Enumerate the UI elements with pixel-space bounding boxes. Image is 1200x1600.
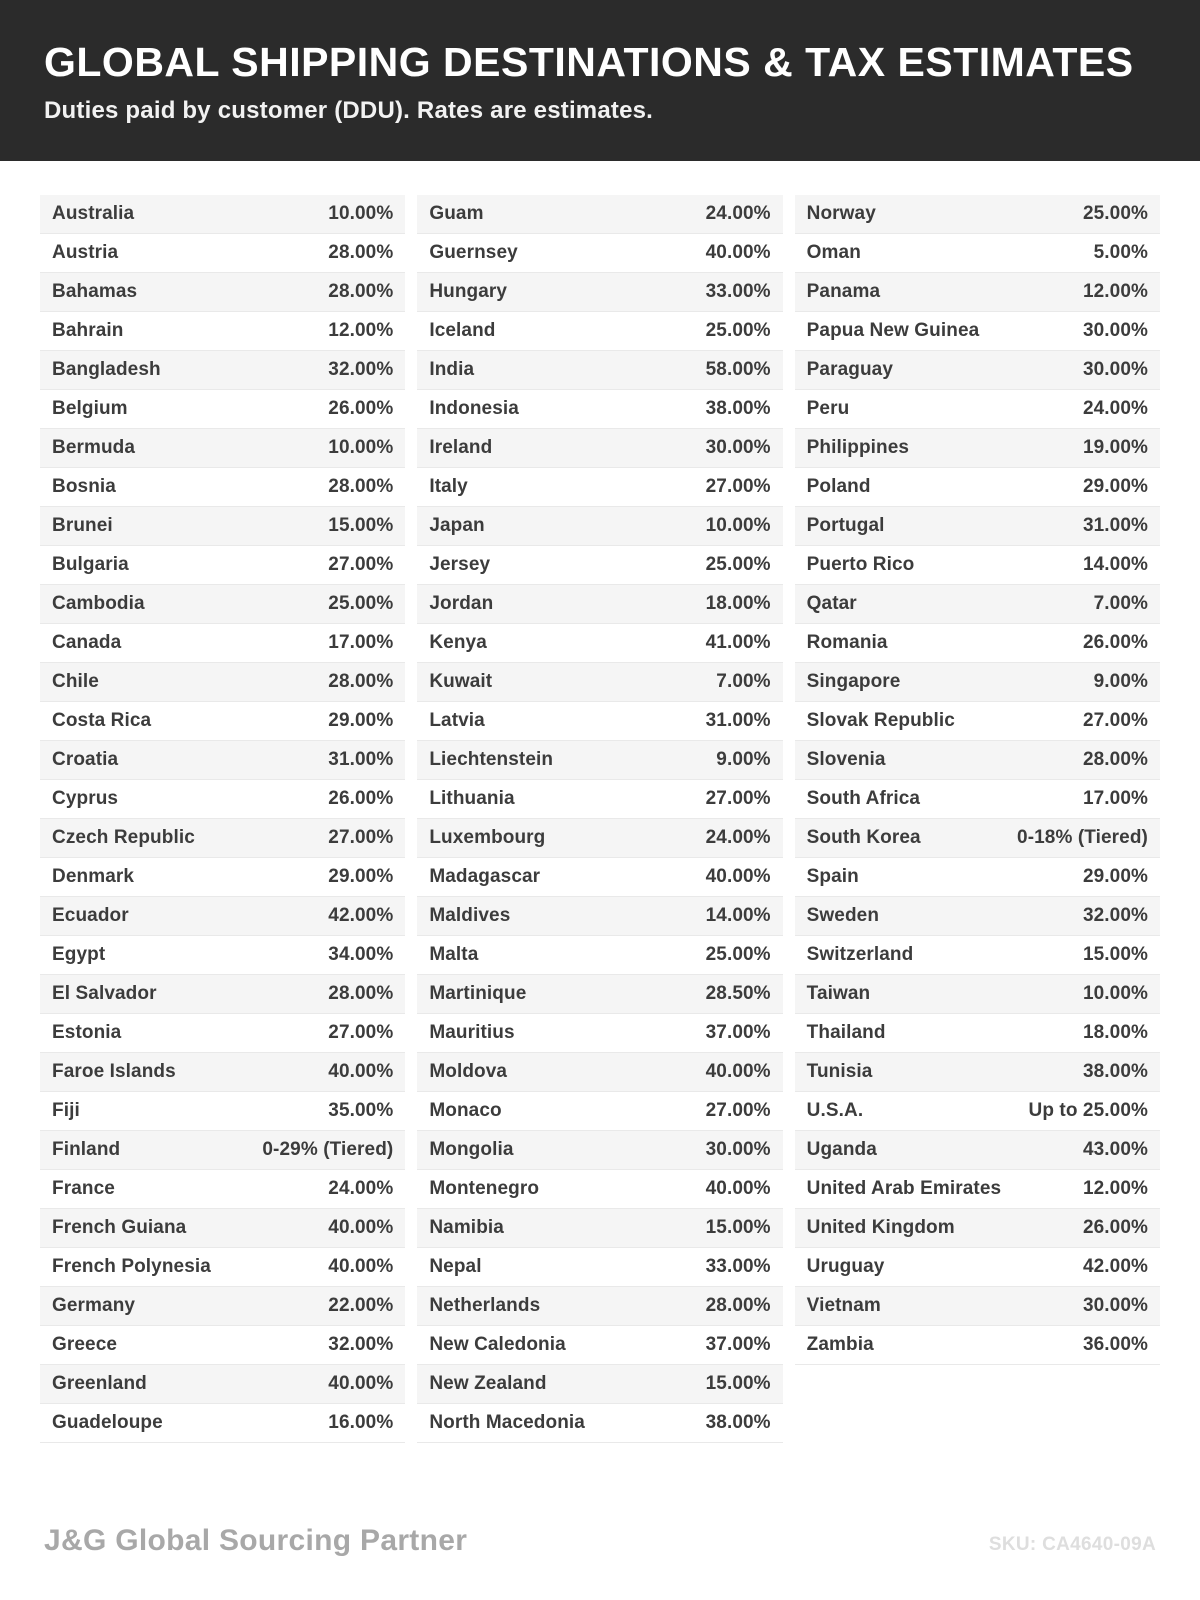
rate-row: [40, 819, 405, 858]
rate-row: [795, 1014, 1160, 1053]
rate-row: [40, 1131, 405, 1170]
country-name: Martinique: [429, 983, 527, 1005]
rate-row: [40, 897, 405, 936]
country-name: Portugal: [806, 515, 885, 537]
rate-value: 41.00%: [705, 632, 771, 654]
rate-row: [795, 1053, 1160, 1092]
country-name: Taiwan: [806, 983, 871, 1005]
rate-row: [417, 195, 782, 234]
rate-row: [40, 975, 405, 1014]
rate-row: [40, 195, 405, 234]
rate-row: [795, 780, 1160, 819]
rates-column: [417, 195, 782, 1443]
rate-value: 36.00%: [1082, 1334, 1148, 1356]
rate-row: [417, 819, 782, 858]
country-name: Mauritius: [429, 1022, 515, 1044]
country-name: Australia: [52, 203, 135, 225]
rate-value: 22.00%: [328, 1295, 394, 1317]
rate-value: 25.00%: [328, 593, 394, 615]
country-name: Lithuania: [429, 788, 515, 810]
rate-row: [795, 312, 1160, 351]
rate-value: 28.00%: [705, 1295, 771, 1317]
country-name: Uganda: [806, 1139, 877, 1161]
country-name: Nepal: [429, 1256, 482, 1278]
country-name: India: [429, 359, 475, 381]
rate-value: 42.00%: [328, 905, 394, 927]
country-name: Guernsey: [429, 242, 518, 264]
country-name: Czech Republic: [52, 827, 195, 849]
page-title: GLOBAL SHIPPING DESTINATIONS & TAX ESTIMATES: [44, 39, 1134, 85]
rate-row: [795, 273, 1160, 312]
rate-row: [795, 1326, 1160, 1365]
country-name: Thailand: [806, 1022, 886, 1044]
rate-value: 29.00%: [1082, 476, 1148, 498]
rate-value: 15.00%: [1082, 944, 1148, 966]
rate-row: [417, 273, 782, 312]
rate-value: 32.00%: [1082, 905, 1148, 927]
rate-value: 27.00%: [328, 1022, 394, 1044]
rate-value: 10.00%: [328, 203, 394, 225]
rate-value: 24.00%: [328, 1178, 394, 1200]
rate-row: [40, 1365, 405, 1404]
rate-value: 32.00%: [328, 1334, 394, 1356]
rate-row: [40, 1326, 405, 1365]
rate-row: [40, 1092, 405, 1131]
country-name: Kenya: [429, 632, 487, 654]
rate-value: 18.00%: [1082, 1022, 1148, 1044]
country-name: Philippines: [806, 437, 910, 459]
rate-row: [795, 429, 1160, 468]
country-name: Maldives: [429, 905, 511, 927]
rate-value: 15.00%: [705, 1373, 771, 1395]
rate-row: [417, 1326, 782, 1365]
brand-name: J&G Global Sourcing Partner: [44, 1524, 468, 1557]
rate-value: 38.00%: [1082, 1061, 1148, 1083]
rate-row: [417, 1209, 782, 1248]
rate-value: 10.00%: [705, 515, 771, 537]
rate-row: [417, 975, 782, 1014]
country-name: Guam: [429, 203, 484, 225]
country-name: Mongolia: [429, 1139, 514, 1161]
rate-value: 28.00%: [328, 476, 394, 498]
country-name: Bermuda: [52, 437, 136, 459]
country-name: El Salvador: [52, 983, 157, 1005]
country-name: Estonia: [52, 1022, 122, 1044]
rate-row: [417, 1248, 782, 1287]
rate-value: 19.00%: [1082, 437, 1148, 459]
rate-row: [40, 741, 405, 780]
rate-row: [795, 663, 1160, 702]
country-name: Bangladesh: [52, 359, 161, 381]
rate-value: 28.00%: [328, 983, 394, 1005]
rate-row: [417, 1131, 782, 1170]
country-name: Oman: [806, 242, 861, 264]
rate-value: 14.00%: [705, 905, 771, 927]
rate-row: [795, 546, 1160, 585]
footer: [44, 1524, 1156, 1558]
rate-row: [795, 390, 1160, 429]
rates-column: [795, 195, 1160, 1443]
rate-row: [40, 1053, 405, 1092]
rate-value: 25.00%: [705, 320, 771, 342]
country-name: Bahrain: [52, 320, 124, 342]
rate-value: 27.00%: [328, 554, 394, 576]
rate-value: 9.00%: [1093, 671, 1148, 693]
rate-row: [417, 936, 782, 975]
rate-row: [417, 390, 782, 429]
country-name: Tunisia: [806, 1061, 873, 1083]
country-name: Poland: [806, 476, 871, 498]
rate-value: 33.00%: [705, 1256, 771, 1278]
country-name: Cyprus: [52, 788, 119, 810]
rate-value: 30.00%: [705, 437, 771, 459]
rate-row: [40, 234, 405, 273]
country-name: Paraguay: [806, 359, 894, 381]
country-name: Monaco: [429, 1100, 502, 1122]
rate-row: [417, 312, 782, 351]
rate-value: 28.00%: [1082, 749, 1148, 771]
country-name: Belgium: [52, 398, 128, 420]
rate-row: [795, 936, 1160, 975]
rate-value: 28.00%: [328, 671, 394, 693]
rate-row: [40, 1248, 405, 1287]
country-name: Iceland: [429, 320, 496, 342]
rate-row: [795, 234, 1160, 273]
country-name: Cambodia: [52, 593, 145, 615]
rate-value: 37.00%: [705, 1334, 771, 1356]
rate-value: 17.00%: [1082, 788, 1148, 810]
country-name: Denmark: [52, 866, 135, 888]
country-name: Zambia: [806, 1334, 874, 1356]
rate-row: [795, 195, 1160, 234]
country-name: New Caledonia: [429, 1334, 566, 1356]
country-name: Uruguay: [806, 1256, 885, 1278]
rate-row: [795, 741, 1160, 780]
rate-value: 43.00%: [1082, 1139, 1148, 1161]
rate-value: 0-29% (Tiered): [262, 1139, 394, 1161]
country-name: Madagascar: [429, 866, 541, 888]
country-name: Vietnam: [806, 1295, 881, 1317]
country-name: Chile: [52, 671, 99, 693]
rate-value: 7.00%: [716, 671, 771, 693]
country-name: Slovak Republic: [806, 710, 955, 732]
country-name: Sweden: [806, 905, 880, 927]
country-name: Montenegro: [429, 1178, 540, 1200]
country-name: Moldova: [429, 1061, 508, 1083]
rate-value: 35.00%: [328, 1100, 394, 1122]
rate-value: 10.00%: [1082, 983, 1148, 1005]
rate-row: [40, 858, 405, 897]
rate-row: [417, 897, 782, 936]
rate-value: 40.00%: [328, 1256, 394, 1278]
rate-value: 28.00%: [328, 242, 394, 264]
rate-row: [795, 1092, 1160, 1131]
country-name: Bulgaria: [52, 554, 129, 576]
rate-row: [40, 546, 405, 585]
rate-value: 15.00%: [705, 1217, 771, 1239]
country-name: Japan: [429, 515, 485, 537]
country-name: Bosnia: [52, 476, 116, 498]
rate-row: [417, 663, 782, 702]
rate-value: 28.50%: [705, 983, 771, 1005]
rate-value: 25.00%: [705, 944, 771, 966]
rates-column: [40, 195, 405, 1443]
rate-row: [40, 429, 405, 468]
country-name: French Polynesia: [52, 1256, 211, 1278]
rate-row: [417, 1053, 782, 1092]
rate-row: [417, 1092, 782, 1131]
country-name: Finland: [52, 1139, 121, 1161]
rate-value: 12.00%: [328, 320, 394, 342]
country-name: United Arab Emirates: [806, 1178, 1002, 1200]
rate-row: [40, 702, 405, 741]
country-name: Italy: [429, 476, 468, 498]
country-name: Bahamas: [52, 281, 138, 303]
rate-value: 26.00%: [1082, 632, 1148, 654]
header-banner: [0, 0, 1200, 161]
country-name: Slovenia: [806, 749, 886, 771]
country-name: U.S.A.: [806, 1100, 864, 1122]
country-name: Qatar: [806, 593, 857, 615]
country-name: Germany: [52, 1295, 136, 1317]
rate-row: [417, 429, 782, 468]
rate-row: [40, 1170, 405, 1209]
rate-row: [417, 234, 782, 273]
sku-label: SKU: CA4640-09A: [988, 1534, 1156, 1555]
country-name: Romania: [806, 632, 888, 654]
rate-value: 24.00%: [705, 827, 771, 849]
country-name: South Korea: [806, 827, 921, 849]
rate-value: 25.00%: [1082, 203, 1148, 225]
rate-value: 24.00%: [705, 203, 771, 225]
rate-value: 7.00%: [1093, 593, 1148, 615]
rate-value: 27.00%: [705, 476, 771, 498]
rate-row: [417, 1287, 782, 1326]
country-name: Hungary: [429, 281, 508, 303]
rate-value: 37.00%: [705, 1022, 771, 1044]
country-name: Canada: [52, 632, 122, 654]
rate-value: 40.00%: [328, 1061, 394, 1083]
country-name: Papua New Guinea: [806, 320, 980, 342]
rate-value: 28.00%: [328, 281, 394, 303]
rate-row: [795, 351, 1160, 390]
country-name: Switzerland: [806, 944, 914, 966]
rate-value: 29.00%: [1082, 866, 1148, 888]
rate-value: 38.00%: [705, 1412, 771, 1434]
rate-row: [795, 507, 1160, 546]
rate-value: 0-18% (Tiered): [1017, 827, 1148, 849]
country-name: New Zealand: [429, 1373, 547, 1395]
country-name: North Macedonia: [429, 1412, 585, 1434]
rate-row: [40, 1209, 405, 1248]
country-name: Costa Rica: [52, 710, 152, 732]
country-name: Netherlands: [429, 1295, 541, 1317]
country-name: France: [52, 1178, 115, 1200]
country-name: Fiji: [52, 1100, 80, 1122]
rate-value: 31.00%: [1082, 515, 1148, 537]
rate-row: [417, 468, 782, 507]
rate-row: [417, 741, 782, 780]
rate-row: [40, 507, 405, 546]
rate-row: [40, 1014, 405, 1053]
country-name: Faroe Islands: [52, 1061, 176, 1083]
rate-row: [40, 390, 405, 429]
rate-value: 31.00%: [705, 710, 771, 732]
rate-value: 15.00%: [328, 515, 394, 537]
country-name: Greenland: [52, 1373, 147, 1395]
rate-row: [40, 663, 405, 702]
rate-row: [40, 936, 405, 975]
rate-value: 16.00%: [328, 1412, 394, 1434]
rate-row: [417, 1170, 782, 1209]
rate-value: 26.00%: [328, 398, 394, 420]
country-name: Liechtenstein: [429, 749, 554, 771]
rate-value: 27.00%: [1082, 710, 1148, 732]
rate-value: 30.00%: [1082, 359, 1148, 381]
rate-row: [40, 585, 405, 624]
country-name: Brunei: [52, 515, 113, 537]
rate-value: 29.00%: [328, 866, 394, 888]
rate-row: [417, 702, 782, 741]
rate-value: 17.00%: [328, 632, 394, 654]
rate-row: [40, 780, 405, 819]
rate-value: 27.00%: [705, 1100, 771, 1122]
page-subtitle: Duties paid by customer (DDU). Rates are estimates.: [44, 97, 654, 125]
rate-row: [417, 1404, 782, 1443]
country-name: Puerto Rico: [806, 554, 915, 576]
rate-value: 27.00%: [328, 827, 394, 849]
rate-row: [795, 585, 1160, 624]
rate-row: [40, 1404, 405, 1443]
rate-row: [40, 1287, 405, 1326]
rate-row: [795, 1170, 1160, 1209]
rate-value: 9.00%: [716, 749, 771, 771]
rate-row: [795, 1131, 1160, 1170]
rate-value: 38.00%: [705, 398, 771, 420]
rate-value: 58.00%: [705, 359, 771, 381]
rate-row: [795, 468, 1160, 507]
country-name: Namibia: [429, 1217, 504, 1239]
rate-value: 40.00%: [705, 242, 771, 264]
country-name: Kuwait: [429, 671, 493, 693]
rate-value: 33.00%: [705, 281, 771, 303]
rate-value: 32.00%: [328, 359, 394, 381]
country-name: Indonesia: [429, 398, 519, 420]
country-name: South Africa: [806, 788, 921, 810]
rate-row: [40, 273, 405, 312]
country-name: Ecuador: [52, 905, 129, 927]
country-name: Ireland: [429, 437, 493, 459]
country-name: Singapore: [806, 671, 901, 693]
rate-value: 5.00%: [1093, 242, 1148, 264]
rate-value: 24.00%: [1082, 398, 1148, 420]
country-name: Peru: [806, 398, 850, 420]
rate-row: [795, 702, 1160, 741]
rate-value: 30.00%: [1082, 1295, 1148, 1317]
rate-row: [417, 507, 782, 546]
rate-row: [40, 468, 405, 507]
rate-value: 14.00%: [1082, 554, 1148, 576]
rate-value: Up to 25.00%: [1028, 1100, 1148, 1122]
country-name: Luxembourg: [429, 827, 546, 849]
rate-value: 26.00%: [328, 788, 394, 810]
country-name: Spain: [806, 866, 859, 888]
country-name: Malta: [429, 944, 479, 966]
rate-value: 31.00%: [328, 749, 394, 771]
rate-value: 40.00%: [705, 1178, 771, 1200]
rate-value: 30.00%: [705, 1139, 771, 1161]
rate-value: 29.00%: [328, 710, 394, 732]
country-name: French Guiana: [52, 1217, 187, 1239]
rate-row: [795, 1248, 1160, 1287]
rate-row: [795, 819, 1160, 858]
country-name: Guadeloupe: [52, 1412, 163, 1434]
rate-row: [795, 975, 1160, 1014]
rate-row: [40, 624, 405, 663]
rate-row: [40, 312, 405, 351]
rate-value: 34.00%: [328, 944, 394, 966]
rate-row: [40, 351, 405, 390]
rate-row: [795, 858, 1160, 897]
rate-row: [795, 624, 1160, 663]
country-name: Norway: [806, 203, 876, 225]
rate-value: 40.00%: [328, 1373, 394, 1395]
rate-value: 18.00%: [705, 593, 771, 615]
rate-value: 40.00%: [705, 866, 771, 888]
rate-value: 26.00%: [1082, 1217, 1148, 1239]
rate-value: 42.00%: [1082, 1256, 1148, 1278]
country-name: Greece: [52, 1334, 118, 1356]
rate-row: [795, 1287, 1160, 1326]
country-name: Egypt: [52, 944, 106, 966]
rate-value: 12.00%: [1082, 281, 1148, 303]
rate-value: 27.00%: [705, 788, 771, 810]
rate-value: 40.00%: [705, 1061, 771, 1083]
rate-row: [417, 351, 782, 390]
rate-row: [417, 1014, 782, 1053]
country-name: United Kingdom: [806, 1217, 955, 1239]
rate-row: [417, 624, 782, 663]
rate-value: 30.00%: [1082, 320, 1148, 342]
country-name: Jordan: [429, 593, 494, 615]
country-name: Jersey: [429, 554, 491, 576]
country-name: Panama: [806, 281, 881, 303]
rate-row: [795, 897, 1160, 936]
rate-row: [795, 1209, 1160, 1248]
rate-row: [417, 546, 782, 585]
rate-row: [417, 780, 782, 819]
rate-row: [417, 585, 782, 624]
rate-value: 25.00%: [705, 554, 771, 576]
rates-grid: [40, 195, 1160, 1443]
rate-row: [417, 1365, 782, 1404]
country-name: Austria: [52, 242, 119, 264]
rate-value: 12.00%: [1082, 1178, 1148, 1200]
rate-value: 10.00%: [328, 437, 394, 459]
country-name: Latvia: [429, 710, 485, 732]
rate-row: [417, 858, 782, 897]
country-name: Croatia: [52, 749, 119, 771]
rate-value: 40.00%: [328, 1217, 394, 1239]
